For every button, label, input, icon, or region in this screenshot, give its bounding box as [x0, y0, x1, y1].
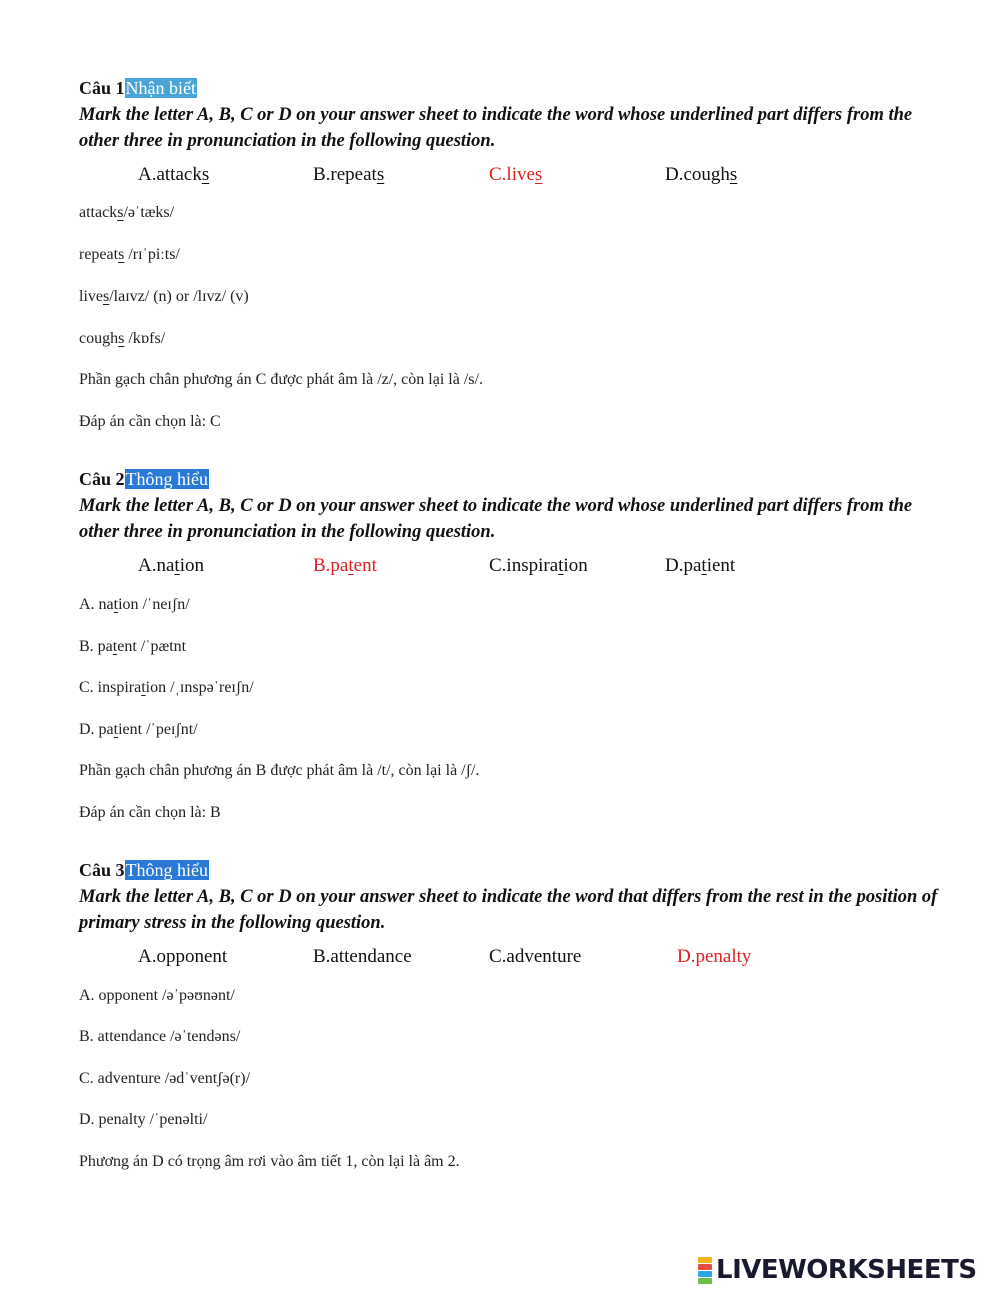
option-d[interactable]: D.patient	[665, 555, 736, 576]
explanation-line: D. penalty /ˈpenəlti/	[79, 1111, 208, 1128]
option-a[interactable]: A.opponent	[138, 946, 228, 967]
question-number: Câu 1	[79, 78, 125, 98]
answer-key: Đáp án cần chọn là: C	[79, 413, 221, 430]
option-a[interactable]: A.attacks	[138, 164, 210, 185]
option-d-correct[interactable]: D.penalty	[677, 946, 752, 967]
explanation-line: C. adventure /ədˈventʃə(r)/	[79, 1070, 251, 1087]
liveworksheets-logo-icon	[698, 1256, 712, 1284]
difficulty-badge: Nhận biết	[125, 78, 196, 98]
logo-bar	[698, 1264, 712, 1270]
option-c[interactable]: C.inspiration	[489, 555, 588, 576]
explanation-summary: Phần gạch chân phương án C được phát âm là /z/, còn lại là /s/.	[79, 371, 483, 388]
option-b[interactable]: B.attendance	[313, 946, 412, 967]
explanation-line: A. opponent /əˈpəʊnənt/	[79, 987, 235, 1004]
explanation-line: lives/laɪvz/ (n) or /lɪvz/ (v)	[79, 288, 249, 305]
logo-text: LIVEWORKSHEETS	[716, 1255, 977, 1285]
explanation-summary: Phần gạch chân phương án B được phát âm là /t/, còn lại là /ʃ/.	[79, 762, 480, 779]
answer-options	[79, 164, 939, 194]
explanation-line: coughs /kɒfs/	[79, 330, 166, 347]
option-c[interactable]: C.adventure	[489, 946, 582, 967]
question-instruction: Mark the letter A, B, C or D on your answer sheet to indicate the word whose underlined part differs from the other three in pronunciation in the following question.	[79, 105, 913, 151]
liveworksheets-logo[interactable]	[698, 1254, 977, 1286]
option-a[interactable]: A.nation	[138, 555, 204, 576]
explanation-line: attacks/əˈtæks/	[79, 204, 175, 221]
explanation-line: B. attendance /əˈtendəns/	[79, 1028, 241, 1045]
option-b-correct[interactable]: B.patent	[313, 555, 377, 576]
question-instruction: Mark the letter A, B, C or D on your answer sheet to indicate the word whose underlined part differs from the other three in pronunciation in the following question.	[79, 496, 913, 542]
question-3	[79, 858, 939, 976]
explanation-line: A. nation /ˈneɪʃn/	[79, 596, 190, 613]
difficulty-badge: Thông hiểu	[125, 860, 209, 880]
answer-options	[79, 555, 939, 585]
explanation-line: C. inspiration /ˌɪnspəˈreɪʃn/	[79, 679, 254, 696]
explanation-line: D. patient /ˈpeɪʃnt/	[79, 721, 198, 738]
question-number: Câu 2	[79, 469, 125, 489]
question-2	[79, 467, 939, 585]
logo-bar	[698, 1257, 712, 1263]
explanation-line: B. patent /ˈpætnt	[79, 638, 187, 655]
logo-bar	[698, 1271, 712, 1277]
answer-key: Đáp án cần chọn là: B	[79, 804, 221, 821]
difficulty-badge: Thông hiểu	[125, 469, 209, 489]
option-b[interactable]: B.repeats	[313, 164, 385, 185]
option-d[interactable]: D.coughs	[665, 164, 738, 185]
question-number: Câu 3	[79, 860, 125, 880]
question-title	[79, 76, 939, 100]
explanation-line: repeats /rɪˈpiːts/	[79, 246, 180, 263]
question-instruction: Mark the letter A, B, C or D on your answer sheet to indicate the word that differs from the rest in the position of primary stress in the following question.	[79, 887, 938, 933]
explanation-summary: Phương án D có trọng âm rơi vào âm tiết 1, còn lại là âm 2.	[79, 1153, 460, 1170]
logo-bar	[698, 1278, 712, 1284]
answer-options	[79, 946, 939, 976]
question-title	[79, 467, 939, 491]
question-title	[79, 858, 939, 882]
option-c-correct[interactable]: C.lives	[489, 164, 543, 185]
question-1	[79, 76, 939, 194]
